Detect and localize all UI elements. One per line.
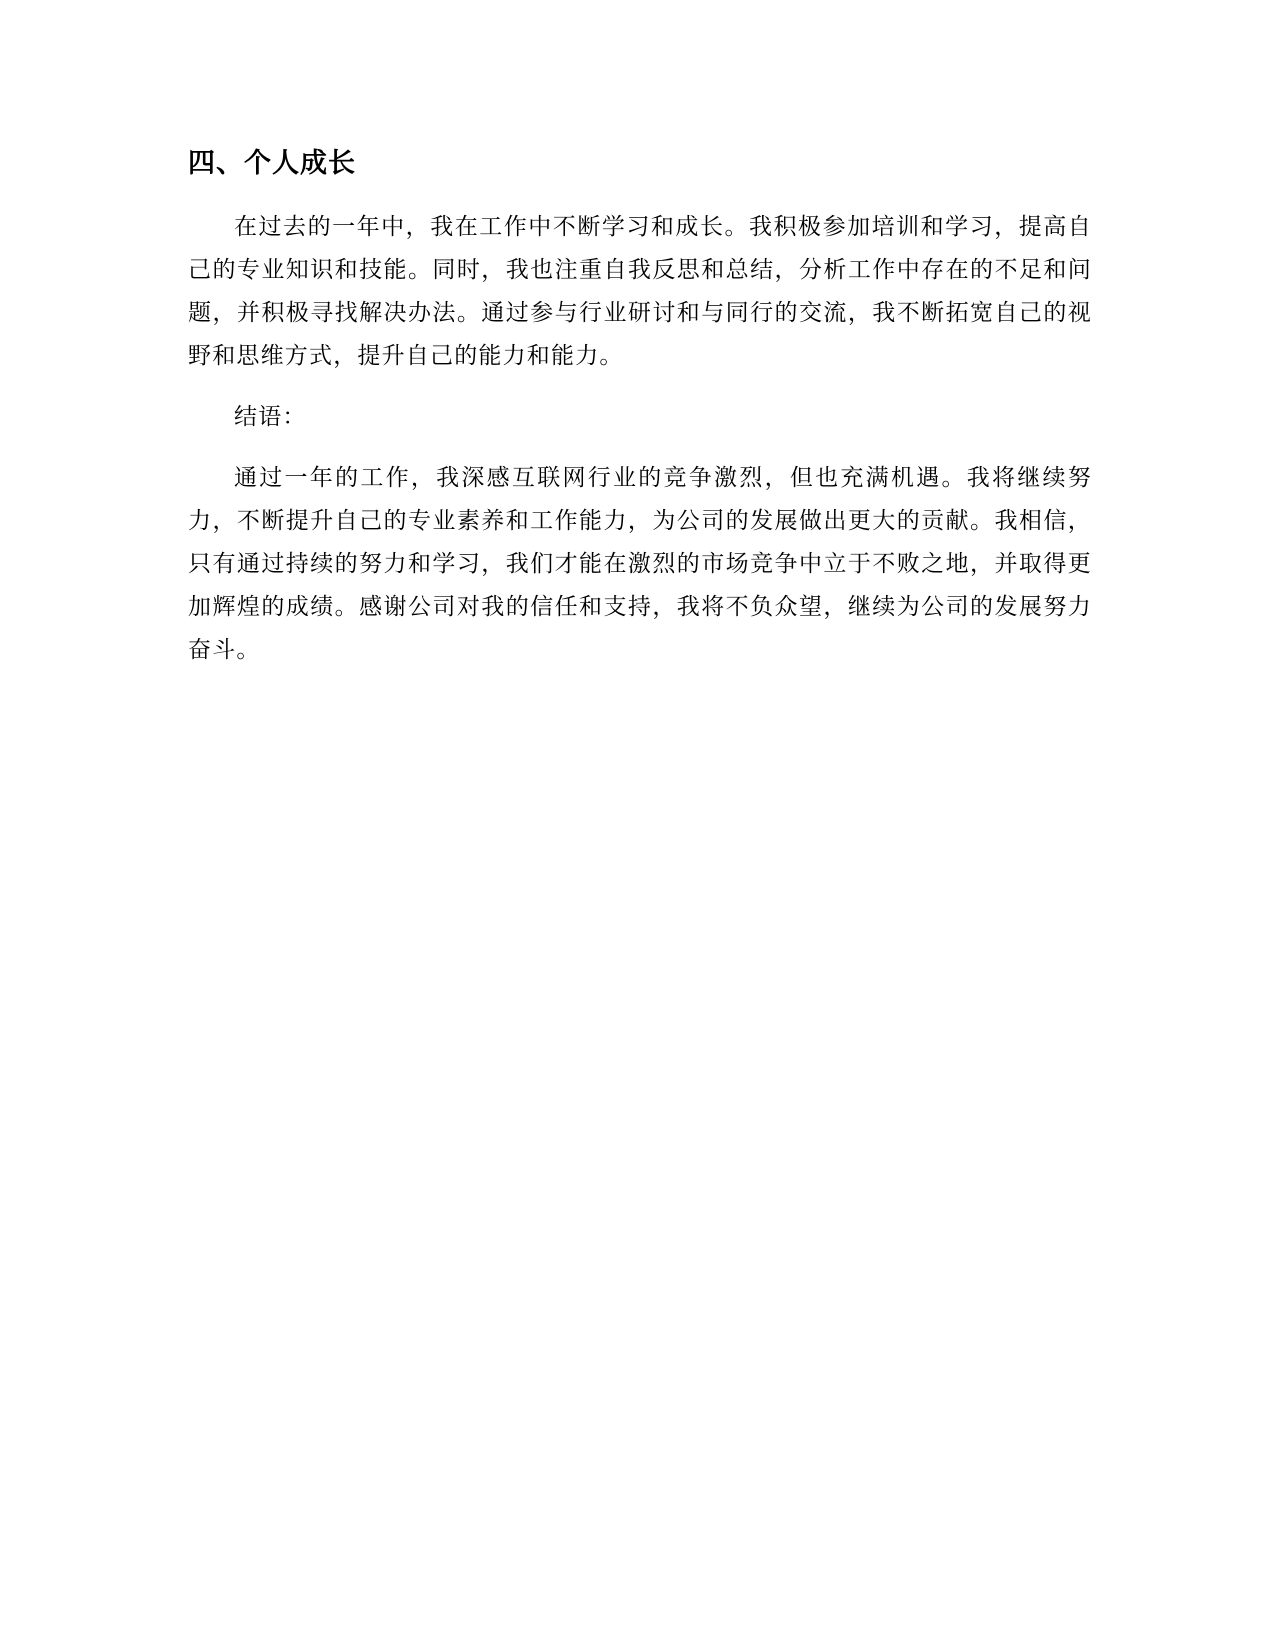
section-paragraph: 在过去的一年中，我在工作中不断学习和成长。我积极参加培训和学习，提高自己的专业知识和技能。同时，我也注重自我反思和总结，分析工作中存在的不足和问题，并积极寻找解决办法。通过参与行业研讨和与同行的交流，我不断拓宽自己的视野和思维方式，提升自己的能力和能力。 [188,214,1092,369]
section-heading: 四、个人成长 [188,148,356,179]
conclusion-label: 结语： [234,404,307,430]
conclusion-paragraph: 通过一年的工作，我深感互联网行业的竞争激烈，但也充满机遇。我将继续努力，不断提升自己的专业素养和工作能力，为公司的发展做出更大的贡献。我相信，只有通过持续的努力和学习，我们才能在激烈的市场竞争中立于不败之地，并取得更加辉煌的成绩。感谢公司对我的信任和支持，我将不负众望，继续为公司的发展努力奋斗。 [188,465,1092,663]
document-body [188,146,1092,690]
